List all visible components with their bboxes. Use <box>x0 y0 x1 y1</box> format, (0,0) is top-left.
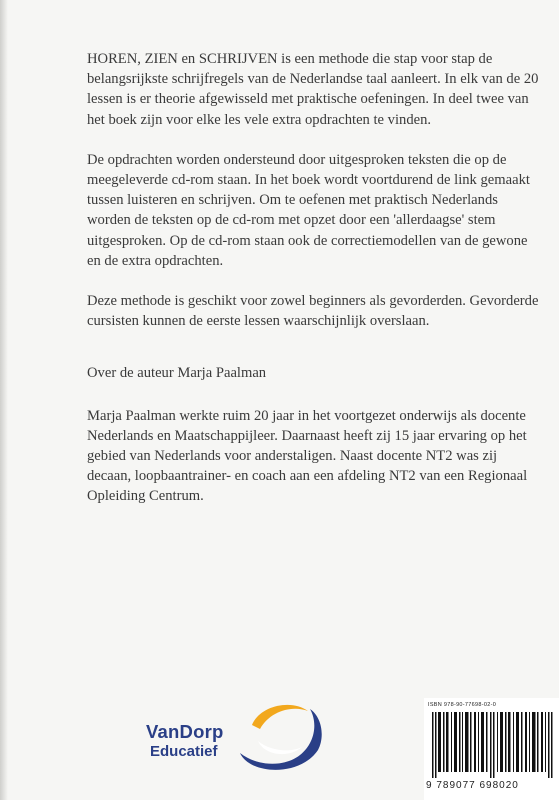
isbn-label: ISBN 978-90-77698-02-0 <box>428 702 497 708</box>
publisher-logo <box>146 695 326 780</box>
barcode <box>424 698 559 800</box>
author-heading: Over de auteur Marja Paalman <box>87 365 267 382</box>
audience-paragraph: Deze methode is geschikt voor zowel beginners als gevorderden. Gevorderde cursisten kunnen de eerste lessen waarschijnlijk overslaan. <box>87 293 539 330</box>
back-cover-text <box>87 49 542 527</box>
spine-shadow <box>0 0 8 800</box>
swoosh-logo-icon <box>230 695 326 780</box>
cd-rom-paragraph: De opdrachten worden ondersteund door uitgesproken teksten die op de meegeleverde cd-rom staan. In het boek wordt voortdurend de link gemaakt tussen luisteren en schrijven. Om te oefenen met praktisch Nederlands worden de teksten op de cd-rom met opzet door een 'allerdaagse' stem uitgesproken. Op de cd-rom staan ook de correctiemodellen van de gewone en de extra opdrachten. <box>87 151 530 269</box>
barcode-bars <box>430 712 559 778</box>
author-bio-paragraph: Marja Paalman werkte ruim 20 jaar in het voortgezet onderwijs als docente Nederlands en Maatschappijleer. Daarnaast heeft zij 15 jaar ervaring op het gebied van Nederlands voor anderstaligen. Naast docente NT2 was zij decaan, loopbaantrainer- en coach aan een afdeling NT2 van een Regionaal Opleiding Centrum. <box>87 407 528 505</box>
intro-paragraph: HOREN, ZIEN en SCHRIJVEN is een methode die stap voor stap de belangsrijkste schrijfregels van de Nederlandse taal aanleert. In elk van de 20 lessen is er theorie afgewisseld met praktische oefeningen. In deel twee van het boek zijn voor elke les vele extra opdrachten te vinden. <box>87 51 539 128</box>
publisher-subtitle: Educatief <box>150 743 218 760</box>
barcode-digits: 9 789077 698020 <box>426 780 519 791</box>
publisher-name: VanDorp <box>146 721 224 742</box>
